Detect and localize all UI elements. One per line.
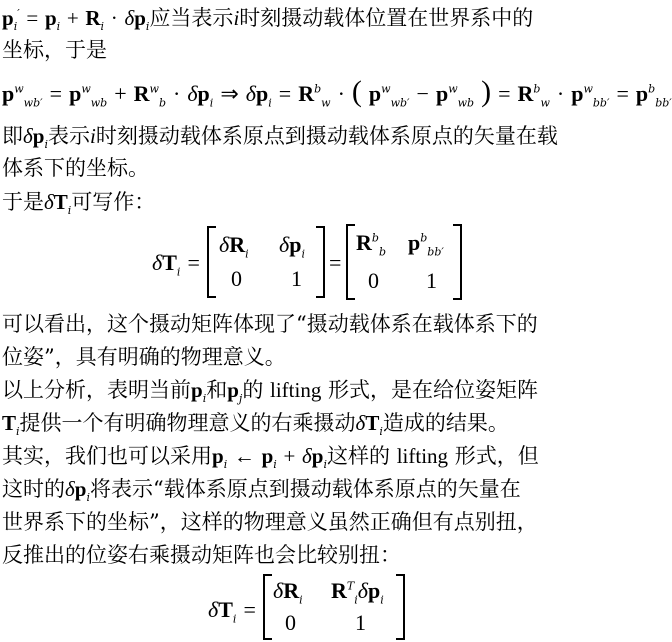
text-span: 这样的 (327, 444, 391, 468)
math-p: p (2, 6, 14, 30)
math-sub-i: i (273, 458, 277, 472)
math-equals: = (329, 250, 342, 275)
math-delta: δ (124, 6, 135, 30)
math-sub-i: i (44, 138, 48, 152)
line-15: 反推出的位姿右乘摄动矩阵也会比较别扭： (2, 543, 401, 567)
math-R: R (229, 232, 246, 257)
math-cdot: · (110, 6, 118, 30)
math-p: p (227, 378, 239, 402)
math-p: p (635, 81, 649, 106)
matrix-cell-11 (273, 578, 303, 607)
matrix-cell-11 (219, 232, 249, 261)
math-sub-bi: b (158, 96, 166, 110)
math-R: R (133, 81, 150, 106)
matrix-cell-22: 1 (291, 266, 302, 291)
math-equals: = (498, 81, 511, 106)
math-equals: = (187, 250, 200, 275)
text-span: 时刻摄动载体系原点到摄动载体系原点的矢量在载 (95, 124, 558, 148)
bracket-right (453, 224, 462, 300)
math-sup-bi: b (648, 82, 656, 96)
math-rparen: ) (481, 75, 492, 108)
math-sub-i: i (323, 458, 328, 472)
text-span: 即 (2, 124, 23, 148)
math-delta: δ (355, 411, 366, 435)
math-sup-w: w (583, 82, 593, 96)
math-p: p (435, 81, 449, 106)
matrix-cell-21: 0 (231, 266, 242, 291)
math-p: p (197, 81, 210, 106)
math-sub-bibi-prime: bb′ (592, 96, 610, 110)
math-sup-T: T (346, 579, 355, 593)
math-T: T (2, 411, 17, 435)
matrix-left (207, 226, 325, 298)
math-T: T (365, 411, 380, 435)
math-i: i (233, 6, 240, 30)
math-sub-i: i (268, 96, 272, 110)
math-p: p (368, 81, 382, 106)
math-sup-bi: b (314, 82, 322, 96)
line-8: 可以看出，这个摄动矩阵体现了“摄动载体系在载体系下的 (2, 312, 538, 336)
line-11 (2, 411, 509, 439)
matrix-cell-21: 0 (285, 610, 296, 635)
math-delta: δ (208, 597, 219, 622)
delta-T-label (208, 597, 256, 626)
math-sub-i: i (86, 491, 90, 505)
line-2: 坐标，于是 (2, 38, 107, 62)
matrix-cell-12 (408, 230, 444, 259)
math-delta: δ (357, 578, 368, 603)
math-equals: = (243, 597, 256, 622)
math-T: T (53, 190, 68, 214)
math-cdot: · (337, 81, 345, 106)
math-sub-bi: b (378, 245, 386, 259)
line-9: 位姿”，具有明确的物理意义。 (2, 345, 286, 369)
matrix-3 (263, 574, 405, 640)
text-span: 形式，是在给位姿矩阵 (328, 378, 539, 402)
math-sub-j: j (238, 392, 243, 406)
text-span: 表示 (47, 124, 90, 148)
math-cdot: · (172, 81, 181, 106)
text-span: 提供一个有明确物理意义的右乘摄动 (19, 411, 356, 435)
math-i: i (89, 124, 96, 148)
math-cdot: · (556, 81, 565, 106)
math-p: p (571, 81, 584, 106)
math-sub-wbi: wb (90, 96, 108, 110)
math-p: p (44, 6, 57, 30)
math-sub-bibi-prime: bb′ (427, 245, 444, 259)
matrix-right (346, 224, 462, 300)
math-R: R (85, 6, 101, 30)
math-delta: δ (302, 444, 312, 468)
math-R: R (283, 578, 300, 603)
math-sub-i: i (209, 96, 214, 110)
line-5: 体系下的坐标。 (2, 156, 149, 180)
math-p: p (289, 232, 302, 257)
text-span: 和 (206, 378, 228, 402)
math-delta: δ (44, 190, 54, 214)
text-span: 将表示“载体系原点到摄动载体系原点的矢量在 (89, 477, 521, 501)
math-sub-wbi-prime: wb′ (390, 96, 410, 110)
math-R: R (356, 230, 372, 255)
math-delta: δ (187, 81, 198, 106)
text-span: 其实，我们也可以采用 (2, 444, 212, 468)
text-span: 的 (242, 378, 264, 402)
delta-T-label (152, 250, 200, 279)
math-sub-i: i (67, 204, 72, 218)
text-span: 应当表示 (149, 6, 234, 30)
math-sup-w: w (14, 82, 24, 96)
line-1 (2, 6, 534, 34)
equation-line-3 (2, 75, 672, 110)
math-delta: δ (23, 124, 33, 148)
math-p: p (311, 444, 324, 468)
math-p: p (191, 378, 203, 402)
line-10 (2, 378, 539, 406)
math-plus: + (66, 6, 79, 30)
bracket-right (396, 574, 405, 640)
math-R: R (517, 81, 534, 106)
math-sub-i: i (354, 593, 358, 607)
math-sub-w: w (321, 96, 331, 110)
matrix-cell-22: 1 (355, 610, 366, 635)
math-sup-bi: b (533, 82, 541, 96)
math-sub-i: i (232, 612, 237, 626)
math-sup-bi: b (420, 231, 428, 245)
math-equals: = (26, 6, 39, 30)
math-sub-i: i (245, 247, 249, 261)
math-sub-i: i (100, 20, 105, 34)
matrix-cell-22: 1 (426, 268, 437, 293)
math-delta: δ (65, 477, 75, 501)
math-sub-i: i (380, 593, 384, 607)
math-sub-i: i (202, 392, 207, 406)
math-R: R (331, 578, 347, 603)
bracket-left (346, 224, 355, 300)
line-13 (2, 477, 521, 505)
math-delta: δ (245, 81, 256, 106)
math-sub-bibi-prime: bb′ (655, 96, 672, 110)
math-sup-w: w (149, 82, 159, 96)
line-14: 世界系下的坐标”，这样的物理意义虽然正确但有点别扭， (2, 510, 538, 534)
math-p: p (2, 81, 15, 106)
line-6 (2, 190, 156, 218)
math-plus: + (114, 81, 127, 106)
math-p: p (212, 444, 224, 468)
math-sub-i: i (379, 425, 383, 439)
math-p: p (368, 578, 381, 603)
text-span: 以上分析，表明当前 (2, 378, 191, 402)
text-span: 于是 (2, 190, 44, 214)
math-sup-bi: b (371, 231, 379, 245)
math-p: p (256, 81, 269, 106)
text-span: 造成的结果。 (382, 411, 509, 435)
math-p: p (134, 6, 146, 30)
matrix-cell-12 (279, 232, 306, 261)
text-span: 时刻摄动载体位置在世界系中的 (239, 6, 534, 30)
text-span: 形式，但 (454, 444, 539, 468)
matrix-cell-21: 0 (368, 268, 379, 293)
math-sub-i: i (176, 265, 181, 279)
math-sub-i: i (16, 425, 20, 439)
math-sub-i: i (223, 458, 228, 472)
text-span: lifting (270, 378, 322, 402)
math-equals: = (616, 81, 629, 106)
math-T: T (162, 250, 177, 275)
math-larrow: ← (233, 444, 255, 468)
math-T: T (218, 597, 233, 622)
math-prime: ′ (17, 7, 20, 20)
math-sub-i: i (299, 593, 303, 607)
math-p: p (69, 81, 82, 106)
math-p: p (261, 444, 274, 468)
math-p: p (74, 477, 87, 501)
math-delta: δ (219, 232, 230, 257)
line-4 (2, 124, 558, 152)
math-sub-w: w (540, 96, 550, 110)
math-sub-wbi-prime: wb′ (23, 96, 43, 110)
math-sub-i: i (13, 20, 18, 34)
math-p: p (408, 230, 421, 255)
math-delta: δ (279, 232, 290, 257)
math-plus: + (283, 444, 296, 468)
bracket-left (263, 574, 272, 640)
math-implies: ⇒ (220, 81, 239, 106)
line-12 (2, 444, 539, 472)
math-sub-i: i (301, 247, 306, 261)
bracket-right (316, 226, 325, 298)
text-span: 这时的 (2, 477, 65, 501)
math-sup-w: w (81, 82, 91, 96)
text-span: lifting (396, 444, 449, 468)
math-delta: δ (152, 250, 163, 275)
math-sup-w: w (381, 82, 391, 96)
matrix-cell-12 (331, 578, 384, 607)
bracket-left (207, 226, 216, 298)
math-R: R (298, 81, 315, 106)
math-p: p (32, 124, 45, 148)
math-equals: = (278, 81, 292, 106)
text-span: 可写作： (71, 190, 156, 214)
math-lparen: ( (351, 75, 362, 108)
math-equals: = (49, 81, 63, 106)
math-sub-i: i (56, 20, 61, 34)
math-sub-wbi: wb (457, 96, 475, 110)
math-minus: − (416, 81, 429, 106)
math-sub-i: i (145, 20, 150, 34)
math-delta: δ (273, 578, 284, 603)
matrix-cell-11 (356, 230, 386, 259)
math-sup-w: w (448, 82, 458, 96)
